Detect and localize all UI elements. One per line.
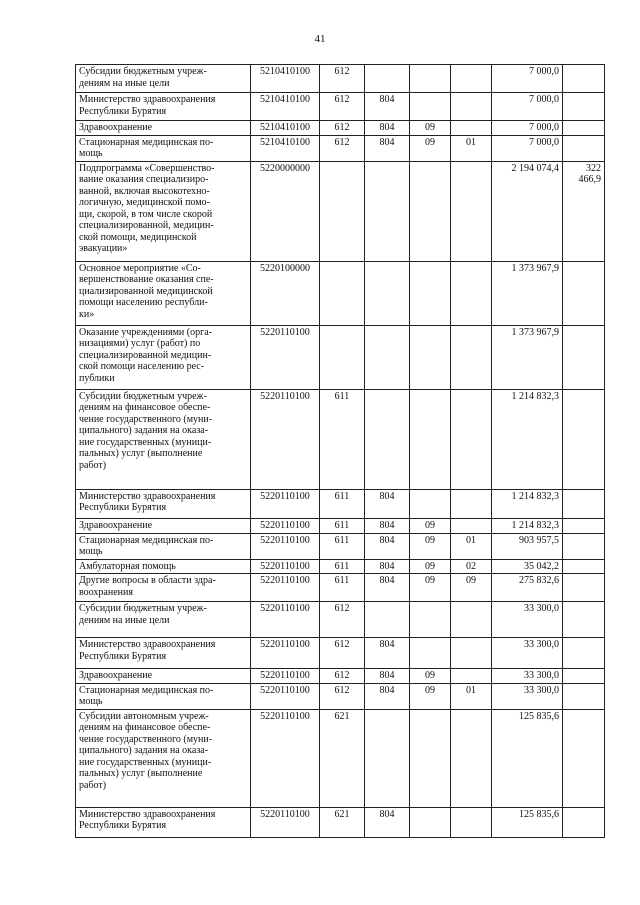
cell-pr: 01 — [451, 533, 492, 559]
cell-csr: 5220110100 — [251, 683, 320, 709]
cell-csr: 5220110100 — [251, 325, 320, 389]
cell-pr: 09 — [451, 574, 492, 602]
cell-pr: 01 — [451, 683, 492, 709]
table-row — [76, 669, 605, 684]
cell-sum: 7 000,0 — [492, 121, 563, 136]
cell-vr: 612 — [320, 602, 365, 638]
table-row — [76, 65, 605, 93]
cell-name: Субсидии бюджетным учреж- дениям на иные цели — [76, 65, 251, 93]
cell-rz: 09 — [410, 518, 451, 533]
cell-sum2 — [563, 135, 605, 161]
cell-sum: 1 373 967,9 — [492, 325, 563, 389]
cell-vr: 611 — [320, 533, 365, 559]
page-number: 41 — [314, 33, 326, 45]
cell-csr: 5220110100 — [251, 389, 320, 489]
cell-sum2 — [563, 709, 605, 807]
table-row — [76, 559, 605, 574]
table-row — [76, 489, 605, 518]
cell-name: Оказание учреждениями (орга- низациями) услуг (работ) по специализированной медицин- ской помощи населению рес- публики — [76, 325, 251, 389]
cell-csr: 5220110100 — [251, 533, 320, 559]
cell-pr — [451, 489, 492, 518]
cell-sum: 33 300,0 — [492, 683, 563, 709]
cell-name: Министерство здравоохранения Республики Бурятия — [76, 638, 251, 669]
cell-rz: 09 — [410, 135, 451, 161]
budget-table — [75, 64, 605, 838]
cell-sum: 33 300,0 — [492, 638, 563, 669]
cell-sum: 903 957,5 — [492, 533, 563, 559]
cell-rz — [410, 161, 451, 261]
cell-grbs: 804 — [365, 683, 410, 709]
cell-vr: 612 — [320, 93, 365, 121]
cell-grbs — [365, 65, 410, 93]
cell-csr: 5220100000 — [251, 261, 320, 325]
cell-sum2 — [563, 261, 605, 325]
cell-name: Министерство здравоохранения Республики Бурятия — [76, 489, 251, 518]
cell-rz: 09 — [410, 121, 451, 136]
cell-vr: 612 — [320, 121, 365, 136]
cell-grbs: 804 — [365, 93, 410, 121]
cell-csr: 5210410100 — [251, 65, 320, 93]
cell-vr: 612 — [320, 669, 365, 684]
cell-sum2 — [563, 669, 605, 684]
cell-grbs — [365, 261, 410, 325]
cell-vr: 612 — [320, 638, 365, 669]
cell-pr — [451, 121, 492, 136]
cell-name: Другие вопросы в области здра- воохранения — [76, 574, 251, 602]
cell-sum2 — [563, 389, 605, 489]
cell-name: Стационарная медицинская по- мощь — [76, 135, 251, 161]
cell-sum2 — [563, 602, 605, 638]
cell-grbs — [365, 325, 410, 389]
cell-pr — [451, 93, 492, 121]
cell-sum: 275 832,6 — [492, 574, 563, 602]
cell-grbs: 804 — [365, 518, 410, 533]
cell-sum: 125 835,6 — [492, 709, 563, 807]
cell-sum2 — [563, 559, 605, 574]
cell-vr — [320, 161, 365, 261]
cell-pr — [451, 161, 492, 261]
cell-csr: 5220110100 — [251, 518, 320, 533]
cell-csr: 5220110100 — [251, 559, 320, 574]
cell-grbs: 804 — [365, 638, 410, 669]
cell-grbs — [365, 389, 410, 489]
cell-csr: 5220110100 — [251, 669, 320, 684]
cell-grbs: 804 — [365, 559, 410, 574]
cell-pr: 01 — [451, 135, 492, 161]
cell-pr — [451, 65, 492, 93]
cell-name: Субсидии бюджетным учреж- дениям на иные цели — [76, 602, 251, 638]
cell-name: Здравоохранение — [76, 518, 251, 533]
cell-pr: 02 — [451, 559, 492, 574]
cell-grbs: 804 — [365, 807, 410, 837]
cell-name: Министерство здравоохранения Республики Бурятия — [76, 93, 251, 121]
cell-pr — [451, 669, 492, 684]
cell-name: Министерство здравоохранения Республики Бурятия — [76, 807, 251, 837]
table-row — [76, 574, 605, 602]
cell-sum2 — [563, 807, 605, 837]
cell-name: Подпрограмма «Совершенство- вание оказания специализиро- ванной, включая высокотехно- логичную, медицинской помо- щи, скорой, в том числе скорой специализированной, медицин- ской помощи, медицинской эвакуации» — [76, 161, 251, 261]
cell-sum: 7 000,0 — [492, 135, 563, 161]
cell-grbs: 804 — [365, 489, 410, 518]
cell-grbs — [365, 602, 410, 638]
cell-csr: 5210410100 — [251, 93, 320, 121]
cell-name: Стационарная медицинская по- мощь — [76, 533, 251, 559]
table-row — [76, 709, 605, 807]
table-row — [76, 638, 605, 669]
cell-sum: 35 042,2 — [492, 559, 563, 574]
cell-rz — [410, 709, 451, 807]
cell-csr: 5220110100 — [251, 709, 320, 807]
cell-sum2 — [563, 518, 605, 533]
cell-sum: 1 214 832,3 — [492, 489, 563, 518]
cell-sum2 — [563, 325, 605, 389]
cell-rz — [410, 638, 451, 669]
cell-rz: 09 — [410, 574, 451, 602]
cell-rz — [410, 489, 451, 518]
cell-vr: 611 — [320, 518, 365, 533]
cell-sum2 — [563, 533, 605, 559]
cell-grbs: 804 — [365, 121, 410, 136]
cell-sum: 33 300,0 — [492, 669, 563, 684]
cell-csr: 5210410100 — [251, 135, 320, 161]
cell-pr — [451, 389, 492, 489]
cell-rz — [410, 93, 451, 121]
cell-name: Субсидии автономным учреж- дениям на финансовое обеспе- чение государственного (муни- ципального) задания на оказа- ние государственных (муници- пальных) услуг (выполнение работ) — [76, 709, 251, 807]
cell-sum: 33 300,0 — [492, 602, 563, 638]
cell-name: Здравоохранение — [76, 669, 251, 684]
cell-csr: 5220110100 — [251, 638, 320, 669]
cell-sum: 7 000,0 — [492, 93, 563, 121]
table-row — [76, 389, 605, 489]
cell-vr: 621 — [320, 709, 365, 807]
table-row — [76, 683, 605, 709]
cell-vr — [320, 325, 365, 389]
cell-vr: 612 — [320, 65, 365, 93]
cell-pr — [451, 709, 492, 807]
cell-rz: 09 — [410, 669, 451, 684]
cell-rz — [410, 602, 451, 638]
cell-pr — [451, 261, 492, 325]
cell-csr: 5210410100 — [251, 121, 320, 136]
cell-sum2: 322 466,9 — [563, 161, 605, 261]
cell-vr: 611 — [320, 559, 365, 574]
cell-pr — [451, 638, 492, 669]
cell-vr: 611 — [320, 389, 365, 489]
cell-pr — [451, 325, 492, 389]
cell-pr — [451, 602, 492, 638]
table-row — [76, 602, 605, 638]
table-row — [76, 325, 605, 389]
cell-sum: 125 835,6 — [492, 807, 563, 837]
cell-grbs: 804 — [365, 533, 410, 559]
cell-rz — [410, 325, 451, 389]
table-row — [76, 533, 605, 559]
cell-rz: 09 — [410, 683, 451, 709]
cell-name: Здравоохранение — [76, 121, 251, 136]
cell-csr: 5220000000 — [251, 161, 320, 261]
cell-sum2 — [563, 93, 605, 121]
table-row — [76, 261, 605, 325]
cell-sum2 — [563, 574, 605, 602]
cell-csr: 5220110100 — [251, 807, 320, 837]
cell-pr — [451, 518, 492, 533]
cell-vr: 621 — [320, 807, 365, 837]
cell-grbs — [365, 161, 410, 261]
cell-sum2 — [563, 683, 605, 709]
cell-name: Стационарная медицинская по- мощь — [76, 683, 251, 709]
cell-rz: 09 — [410, 533, 451, 559]
cell-grbs: 804 — [365, 135, 410, 161]
cell-grbs — [365, 709, 410, 807]
cell-name: Амбулаторная помощь — [76, 559, 251, 574]
cell-vr: 611 — [320, 574, 365, 602]
cell-name: Основное мероприятие «Со- вершенствование оказания спе- циализированной медицинской помощи населению республи- ки» — [76, 261, 251, 325]
cell-pr — [451, 807, 492, 837]
cell-vr: 611 — [320, 489, 365, 518]
table-row — [76, 93, 605, 121]
budget-table-body — [76, 65, 605, 838]
table-row — [76, 518, 605, 533]
cell-rz — [410, 65, 451, 93]
cell-sum2 — [563, 121, 605, 136]
cell-csr: 5220110100 — [251, 489, 320, 518]
cell-vr: 612 — [320, 135, 365, 161]
cell-rz — [410, 807, 451, 837]
table-row — [76, 807, 605, 837]
cell-grbs: 804 — [365, 574, 410, 602]
cell-rz — [410, 389, 451, 489]
cell-sum: 2 194 074,4 — [492, 161, 563, 261]
cell-csr: 5220110100 — [251, 574, 320, 602]
cell-sum: 7 000,0 — [492, 65, 563, 93]
cell-name: Субсидии бюджетным учреж- дениям на финансовое обеспе- чение государственного (муни- ципального) задания на оказа- ние государственных (муници- пальных) услуг (выполнение работ) — [76, 389, 251, 489]
cell-rz: 09 — [410, 559, 451, 574]
cell-sum2 — [563, 65, 605, 93]
cell-sum: 1 373 967,9 — [492, 261, 563, 325]
table-row — [76, 121, 605, 136]
cell-sum: 1 214 832,3 — [492, 518, 563, 533]
cell-grbs: 804 — [365, 669, 410, 684]
cell-vr — [320, 261, 365, 325]
cell-rz — [410, 261, 451, 325]
cell-sum2 — [563, 638, 605, 669]
table-row — [76, 161, 605, 261]
cell-csr: 5220110100 — [251, 602, 320, 638]
cell-vr: 612 — [320, 683, 365, 709]
table-row — [76, 135, 605, 161]
cell-sum2 — [563, 489, 605, 518]
cell-sum: 1 214 832,3 — [492, 389, 563, 489]
